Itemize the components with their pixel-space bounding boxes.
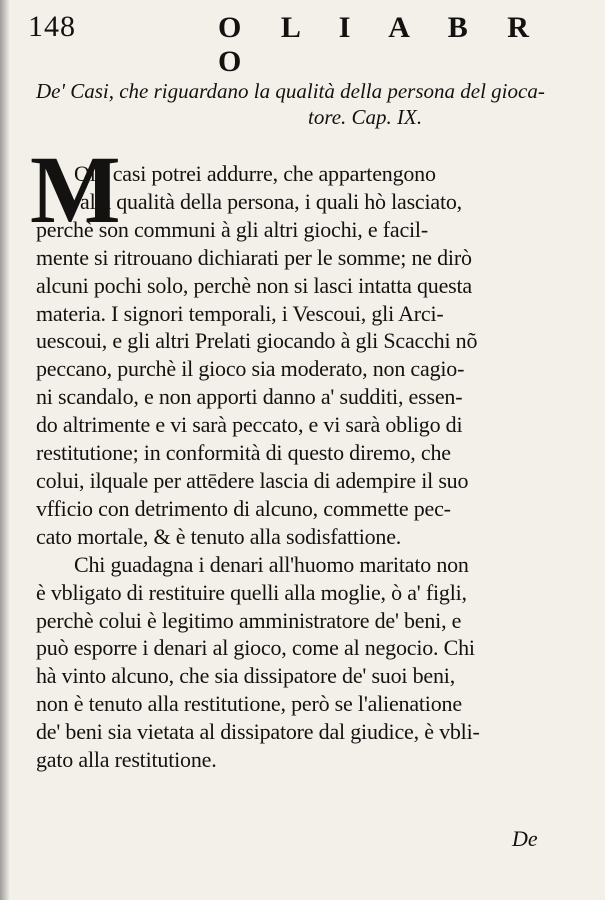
text-line: gato alla restitutione. [36,747,217,773]
catchword: De [512,826,538,851]
chapter-heading-line-2: tore. Cap. IX. [308,105,423,129]
running-head [28,10,588,78]
text-line: perchè son communi à gli altri giochi, e facil- [36,216,428,242]
chapter-heading [36,78,576,130]
text-line: uescoui, e gli altri Prelati giocando à gli Scacchi nõ [36,328,478,354]
text-line: Chi guadagna i denari all'huomo maritato non [74,551,469,577]
text-line: Olti casi potrei addurre, che appartengono [74,161,436,186]
text-line: non è tenuto alla restitutione, però se l'alienatione [36,691,462,717]
book-title: O L I A B R O [218,11,545,78]
text-line: ni scandalo, e non apporti danno a' sudditi, essen- [36,384,463,410]
page-gutter-shadow [0,0,10,900]
text-line: de' beni sia vietata al dissipatore dal giudice, è vbli- [36,719,480,745]
text-line: do altrimente e vi sarà peccato, e vi sarà obligo di [36,412,463,438]
text-line: perchè colui è legitimo amministratore de' beni, e [36,607,462,633]
text-line: peccano, purchè il gioco sia moderato, non cagio- [36,356,465,382]
text-line: alla qualità della persona, i quali hò lasciato, [80,188,462,214]
text-line: restitutione; in conformità di questo diremo, che [36,440,451,466]
text-line: vfficio con detrimento di alcuno, commette pec- [36,495,451,521]
body-text [36,160,581,774]
text-line: può esporre i denari al gioco, come al negocio. Chi [36,635,475,661]
text-line: hà vinto alcuno, che sia dissipatore de' suoi beni, [36,663,455,689]
text-line: materia. I signori temporali, i Vescoui, gli Arci- [36,300,444,326]
text-line: mente si ritrouano dichiarati per le somme; ne dirò [36,244,472,270]
text-line: colui, ilquale per attēdere lascia di adempire il suo [36,467,469,493]
drop-cap: M [30,136,121,243]
text-line: è vbligato di restituire quelli alla moglie, ò a' figli, [36,579,467,605]
text-line: alcuni pochi solo, perchè non si lasci intatta questa [36,272,472,298]
chapter-heading-line-1: De' Casi, che riguardano la qualità della persona del gioca- [36,79,545,103]
text-line: cato mortale, & è tenuto alla sodisfattione. [36,523,402,549]
page-number: 148 [28,10,76,43]
